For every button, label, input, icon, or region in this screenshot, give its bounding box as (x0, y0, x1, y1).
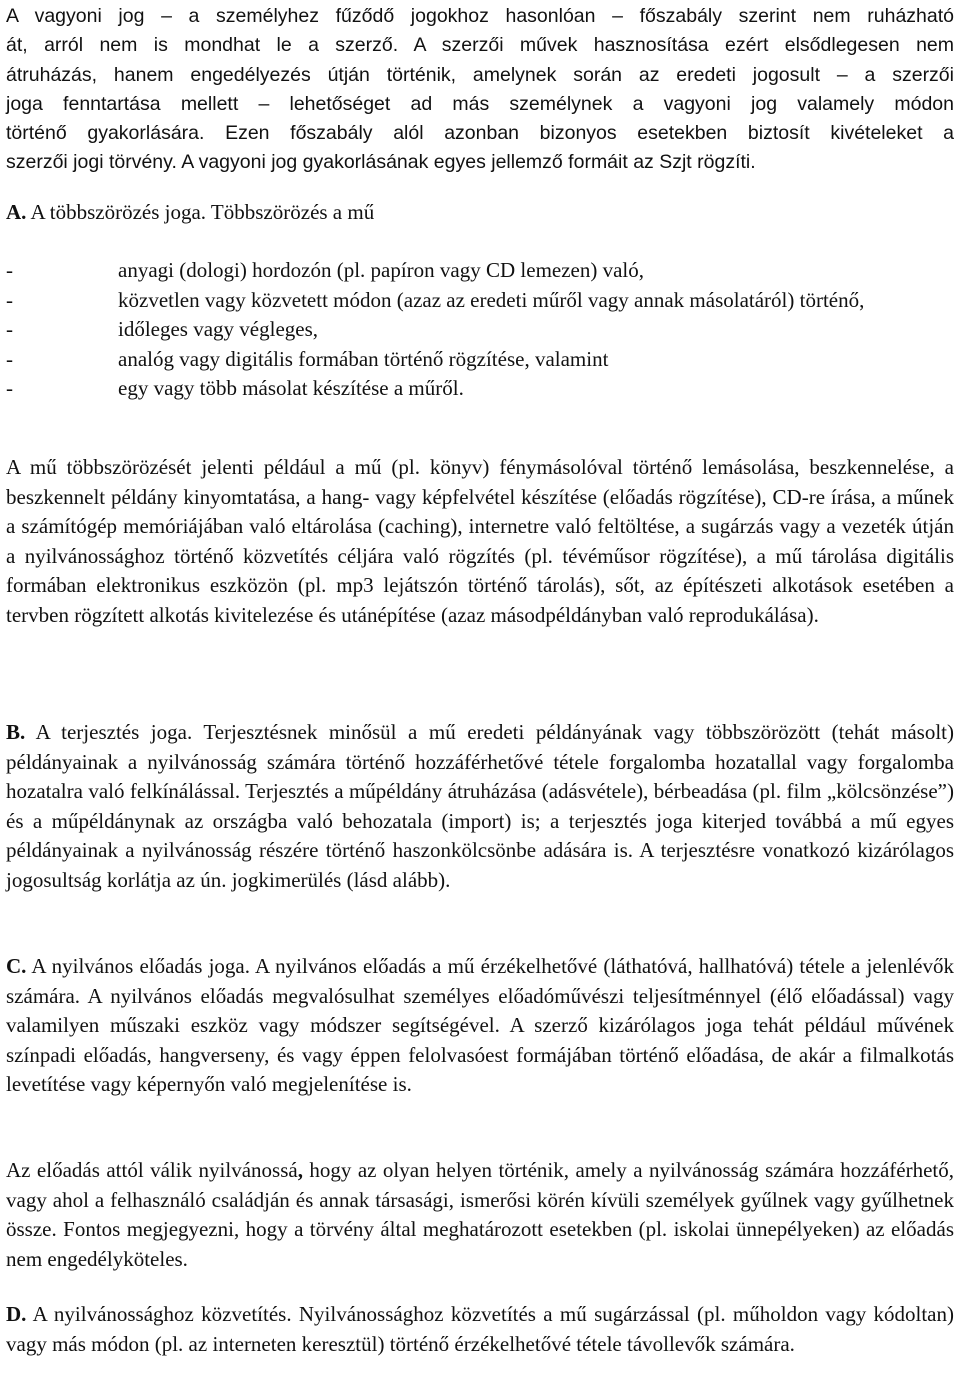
section-d-paragraph (6, 1300, 954, 1359)
list-item (6, 286, 954, 316)
section-c-paragraph (6, 952, 954, 1100)
dash-bullet: - (6, 317, 13, 341)
list-item (6, 374, 954, 404)
list-item-text: egy vagy több másolat készítése a műről. (118, 376, 464, 400)
dash-bullet: - (6, 258, 13, 282)
dash-bullet: - (6, 376, 13, 400)
section-a-paragraph: A mű többszörözését jelenti például a mű (pl. könyv) fénymásolóval történő lemásolása, beszkennelése, a beszkennelt példány kinyomtatása, a hang- vagy képfelvétel készítése (előadás rögzítése), CD-re írása, a műnek a számítógép memóriájában való eltárolása (caching), internetre való feltöltése, a sugárzás vagy a vezeték útján a nyilvánossághoz történő közvetítés céljára való rögzítés (pl. tévéműsor rögzítése), a mű tárolása digitális formában elektronikus eszközön (pl. mp3 lejátszón történő tárolás), sőt, az építészeti alkotások esetében a tervben rögzített alkotás kivitelezése és utánépítése (azaz másodpéldányban való reprodukálása). (6, 455, 954, 627)
intro-line: át, arról nem is mondhat le a szerző. A szerzői művek hasznosítása ezért elsődlegesen nem (6, 34, 954, 57)
dash-bullet: - (6, 287, 13, 312)
dash-bullet: - (6, 346, 13, 371)
intro-paragraph (6, 2, 954, 178)
section-c-p2-comma: , (297, 1158, 303, 1182)
intro-line: átruházás, hanem engedélyezés útján történik, amelynek során az eredeti jogosult – a szerzői (6, 63, 954, 86)
list-item-text: anyagi (dologi) hordozón (pl. papíron vagy CD lemezen) való, (118, 258, 645, 282)
list-item (6, 256, 954, 286)
section-d-letter: D. (6, 1302, 27, 1326)
intro-line: A vagyoni jog – a személyhez fűződő jogokhoz hasonlóan – főszabály szerint nem ruházható (6, 5, 954, 27)
section-a-title: A többszörözés joga. Többszörözés a mű (26, 200, 375, 224)
intro-line: szerzői jogi törvény. A vagyoni jog gyakorlásának egyes jellemző formáit az Szjt rögzíti. (6, 151, 756, 174)
list-item-text: közvetlen vagy közvetett módon (azaz az eredeti műről vagy annak másolatáról) történő, (118, 287, 865, 312)
section-c-paragraph-2 (6, 1156, 954, 1274)
section-b-text: A terjesztés joga. Terjesztésnek minősül a mű eredeti példányának vagy többszörözött (tehát másolt) példányainak a nyilvánosság számára történő hozzáférhetővé tétele forgalomba hozatallal vagy forgalomba hozatalra való felkínálással. Terjesztés a műpéldány átruházása (adásvétele), bérbeadása (pl. film „kölcsönzése”) és a műpéldánynak az országba való behozatala (import) is; a terjesztés joga kiterjed továbbá a mű egyes példányainak a nyilvánosság részére történő haszonkölcsönbe adására is. A terjesztésre vonatkozó kizárólagos jogosultság korlátja az ún. jogkimerülés (lásd alább). (6, 720, 954, 892)
section-c-p2-text: hogy az olyan helyen történik, amely a nyilvánosság számára hozzáférhető, vagy ahol a felhasználó családján és annak társasági, ismerősi körén kívüli személyek gyűlnek vagy gyűlhetnek össze. Fontos megjegyezni, hogy a törvény által meghatározott esetekben (pl. iskolai ünnepélyeken) az előadás nem engedélyköteles. (6, 1158, 954, 1271)
section-c-letter: C. (6, 954, 27, 978)
section-a-list (6, 256, 954, 404)
section-c-p2-text: Az előadás attól válik nyilvánossá (6, 1158, 298, 1182)
section-a-heading (6, 198, 374, 228)
list-item (6, 315, 954, 345)
section-b-paragraph (6, 718, 954, 895)
list-item-text: időleges vagy végleges, (118, 317, 319, 341)
section-a-letter: A. (6, 200, 27, 224)
list-item (6, 345, 954, 375)
section-d-text: A nyilvánossághoz közvetítés. Nyilvánossághoz közvetítés a mű sugárzással (pl. műholdon vagy kódoltan) vagy más módon (pl. az interneten keresztül) történő érzékelhetővé tétele távollevők számára. (6, 1302, 954, 1356)
intro-line: történő gyakorlására. Ezen főszabály alól azonban bizonyos esetekben biztosít kivételeket a (6, 122, 954, 145)
section-b-letter: B. (6, 720, 26, 744)
list-item-text: analóg vagy digitális formában történő rögzítése, valamint (118, 346, 609, 371)
section-c-text: A nyilvános előadás joga. A nyilvános előadás a mű érzékelhetővé (láthatóvá, hallhatóvá) tétele a jelenlévők számára. A nyilvános előadás megvalósulhat személyes előadóművészi teljesítménnyel (élő előadással) vagy valamilyen műszaki eszköz vagy módszer segítségével. A szerző kizárólagos joga tehát például művének színpadi előadás, hangverseny, és vagy éppen felolvasóest formájában történő előadása, de akár a filmalkotás levetítése vagy képernyőn való megjelenítése is. (6, 954, 954, 1096)
intro-line: joga fenntartása mellett – lehetőséget ad más személynek a vagyoni jog valamely módon (6, 92, 954, 115)
